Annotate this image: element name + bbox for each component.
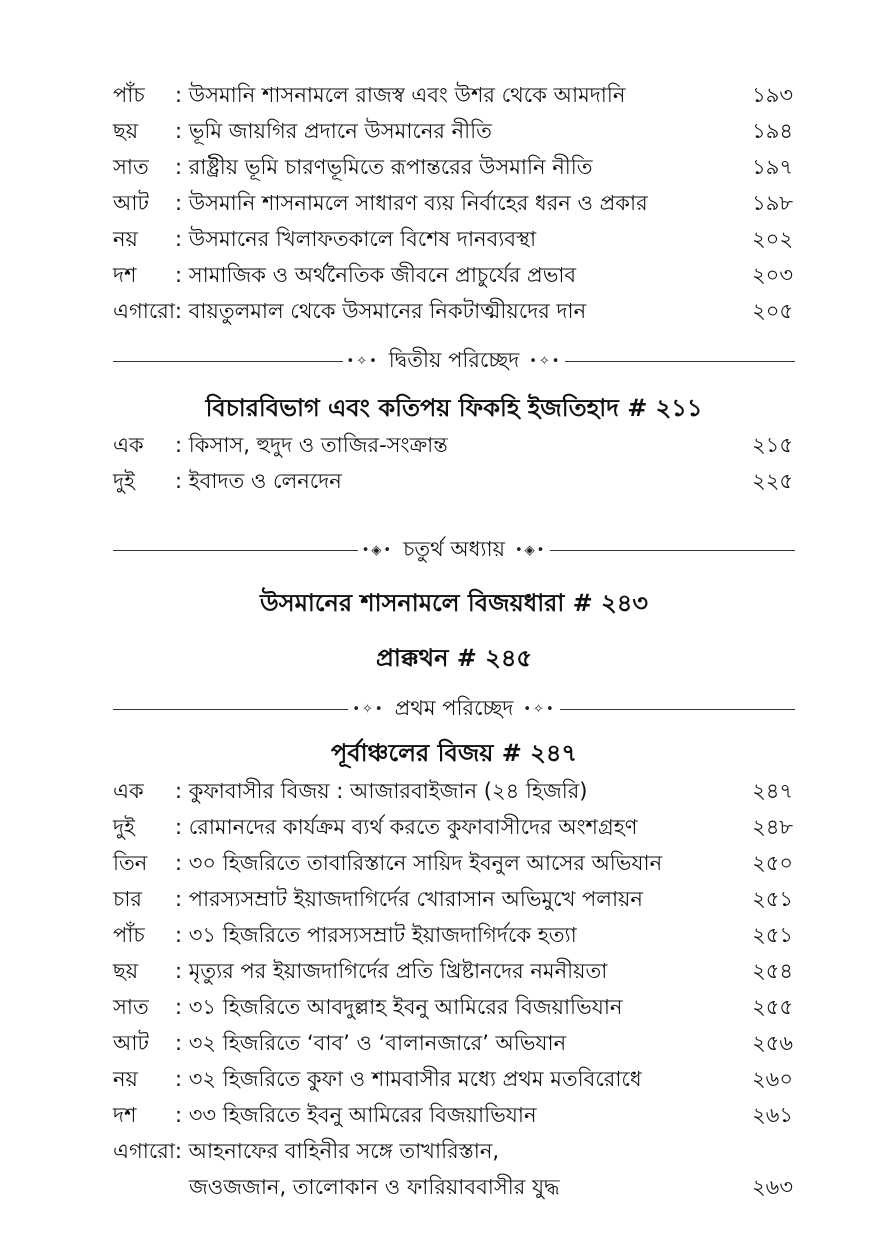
section-divider: [113, 691, 795, 727]
entry-page: ২৫১: [752, 886, 793, 911]
entry-title: : বায়তুলমাল থেকে উসমানের নিকটাত্মীয়দের দান: [174, 298, 587, 323]
entry-title: : রোমানদের কার্যক্রম ব্যর্থ করতে কুফাবাসীদের অংশগ্রহণ: [175, 814, 638, 839]
divider-line: [113, 709, 348, 710]
entry-title: : উসমানের খিলাফতকালে বিশেষ দানব্যবস্থা: [175, 226, 537, 251]
entry-number: ছয়: [113, 958, 139, 983]
entry-page: ২৬১: [752, 1102, 793, 1127]
toc-entry[interactable]: [113, 186, 793, 222]
chapter-divider: [113, 532, 795, 568]
entry-number: দশ: [113, 1102, 137, 1127]
entry-page: ২৪৭: [752, 778, 793, 803]
section-label: প্রথম পরিচ্ছেদ: [394, 695, 514, 720]
divider-line: [113, 550, 358, 551]
section-heading: বিচারবিভাগ এবং কতিপয় ফিকহি ইজতিহাদ # ২১১: [205, 394, 703, 422]
entry-title: : কুফাবাসীর বিজয় : আজারবাইজান (২৪ হিজরি): [175, 778, 588, 803]
entry-title: : সামাজিক ও অর্থনৈতিক জীবনে প্রাচুর্যের প্রভাব: [175, 262, 577, 287]
toc-entry[interactable]: [113, 1026, 793, 1062]
entry-title: : পারস্যসম্রাট ইয়াজদাগির্দের খোরাসান অভিমুখে পলায়ন: [175, 886, 643, 911]
entry-number: পাঁচ: [113, 82, 145, 107]
entry-page: ২৫৫: [752, 994, 793, 1019]
entry-number: চার: [113, 886, 142, 911]
entry-page: ২৫৪: [752, 958, 793, 983]
entry-number: আট: [113, 190, 149, 215]
entry-title: : ইবাদত ও লেনদেন: [175, 468, 342, 493]
entry-page: ২১৫: [752, 432, 793, 457]
entry-title: : মৃত্যুর পর ইয়াজদাগির্দের প্রতি খ্রিষ্টানদের নমনীয়তা: [175, 958, 608, 983]
entry-number: তিন: [113, 850, 148, 875]
toc-entry-continuation[interactable]: [113, 1170, 793, 1206]
entry-page: ২০৫: [752, 298, 793, 323]
preface-heading: প্রাক্কথন # ২৪৫: [376, 644, 532, 672]
section-divider: [113, 343, 795, 379]
toc-entry[interactable]: [113, 954, 793, 990]
toc-entry[interactable]: [113, 78, 793, 114]
entry-number: সাত: [113, 994, 149, 1019]
toc-entry[interactable]: [113, 1062, 793, 1098]
entry-page: ২৫৬: [752, 1030, 793, 1055]
chapter-label: চতুর্থ অধ্যায়: [403, 536, 505, 561]
entry-page: ২৬৩: [752, 1174, 793, 1199]
ornament-icon: •✧•: [529, 353, 562, 369]
entry-title: : আহনাফের বাহিনীর সঙ্গে তাখারিস্তান,: [174, 1138, 500, 1163]
toc-entry[interactable]: [113, 222, 793, 258]
toc-entry[interactable]: [113, 882, 793, 918]
entry-page: ২২৫: [752, 468, 793, 493]
toc-entry[interactable]: [113, 774, 793, 810]
entry-title: : ভূমি জায়গির প্রদানে উসমানের নীতি: [175, 118, 492, 143]
entry-title: : ৩১ হিজরিতে আবদুল্লাহ ইবনু আমিরের বিজয়াভিযান: [175, 994, 623, 1019]
entry-page: ২৪৮: [752, 814, 793, 839]
entry-page: ১৯৩: [752, 82, 793, 107]
entry-title: : ৩২ হিজরিতে কুফা ও শামবাসীর মধ্যে প্রথম মতবিরোধে: [175, 1066, 642, 1091]
divider-line: [550, 550, 795, 551]
toc-entry[interactable]: [113, 846, 793, 882]
entry-page: ২৬০: [752, 1066, 793, 1091]
entry-title: জওজজান, তালোকান ও ফারিয়াববাসীর যুদ্ধ: [189, 1174, 560, 1199]
entry-page: ২০৩: [752, 262, 793, 287]
entry-title: : ৩০ হিজরিতে তাবারিস্তানে সায়িদ ইবনুল আসের অভিযান: [175, 850, 663, 875]
ornament-icon: •✧•: [523, 701, 556, 717]
toc-entry[interactable]: [113, 294, 793, 330]
entry-number: ছয়: [113, 118, 139, 143]
entry-page: ২৫০: [752, 850, 793, 875]
entry-title: : ৩৩ হিজরিতে ইবনু আমিরের বিজয়াভিযান: [175, 1102, 537, 1127]
ornament-icon: •✧•: [352, 701, 385, 717]
entry-title: : উসমানি শাসনামলে রাজস্ব এবং উশর থেকে আমদানি: [175, 82, 626, 107]
toc-entry[interactable]: [113, 258, 793, 294]
toc-entry[interactable]: [113, 918, 793, 954]
entry-number: নয়: [113, 1066, 138, 1091]
ornament-icon: •✧•: [346, 353, 379, 369]
entry-number: দুই: [113, 814, 135, 839]
toc-entry[interactable]: [113, 114, 793, 150]
toc-entry[interactable]: [113, 150, 793, 186]
section-label: দ্বিতীয় পরিচ্ছেদ: [388, 347, 520, 372]
toc-entry[interactable]: [113, 464, 793, 500]
entry-number: দশ: [113, 262, 137, 287]
ornament-icon: •◈•: [361, 542, 394, 558]
toc-entry[interactable]: [113, 428, 793, 464]
entry-number: সাত: [113, 154, 149, 179]
entry-number: এক: [113, 778, 144, 803]
ornament-icon: •◈•: [514, 542, 547, 558]
entry-number: দুই: [113, 468, 135, 493]
entry-page: ১৯৪: [752, 118, 793, 143]
entry-number: নয়: [113, 226, 138, 251]
toc-entry[interactable]: [113, 990, 793, 1026]
divider-line: [560, 709, 795, 710]
entry-number: পাঁচ: [113, 922, 145, 947]
entry-number: এগারো: [113, 298, 175, 323]
entry-page: ২৫১: [752, 922, 793, 947]
entry-title: : কিসাস, হুদুদ ও তাজির-সংক্রান্ত: [175, 432, 448, 457]
toc-entry[interactable]: [113, 1098, 793, 1134]
entry-page: ১৯৭: [752, 154, 793, 179]
entry-page: ১৯৮: [752, 190, 793, 215]
entry-page: ২০২: [752, 226, 793, 251]
divider-line: [565, 361, 795, 362]
entry-number: আট: [113, 1030, 149, 1055]
toc-entry[interactable]: [113, 810, 793, 846]
entry-number: এগারো: [113, 1138, 175, 1163]
entry-number: এক: [113, 432, 144, 457]
chapter-heading: উসমানের শাসনামলে বিজয়ধারা # ২৪৩: [260, 589, 648, 617]
entry-title: : ৩১ হিজরিতে পারস্যসম্রাট ইয়াজদাগির্দকে হত্যা: [175, 922, 577, 947]
entry-title: : রাষ্ট্রীয় ভূমি চারণভূমিতে রূপান্তরের উসমানি নীতি: [175, 154, 593, 179]
toc-entry[interactable]: [113, 1134, 793, 1170]
entry-title: : উসমানি শাসনামলে সাধারণ ব্যয় নির্বাহের ধরন ও প্রকার: [175, 190, 648, 215]
entry-title: : ৩২ হিজরিতে ‘বাব’ ও ‘বালানজারে’ অভিযান: [175, 1030, 567, 1055]
section-heading: পূর্বাঞ্চলের বিজয় # ২৪৭: [330, 739, 578, 767]
divider-line: [113, 361, 343, 362]
